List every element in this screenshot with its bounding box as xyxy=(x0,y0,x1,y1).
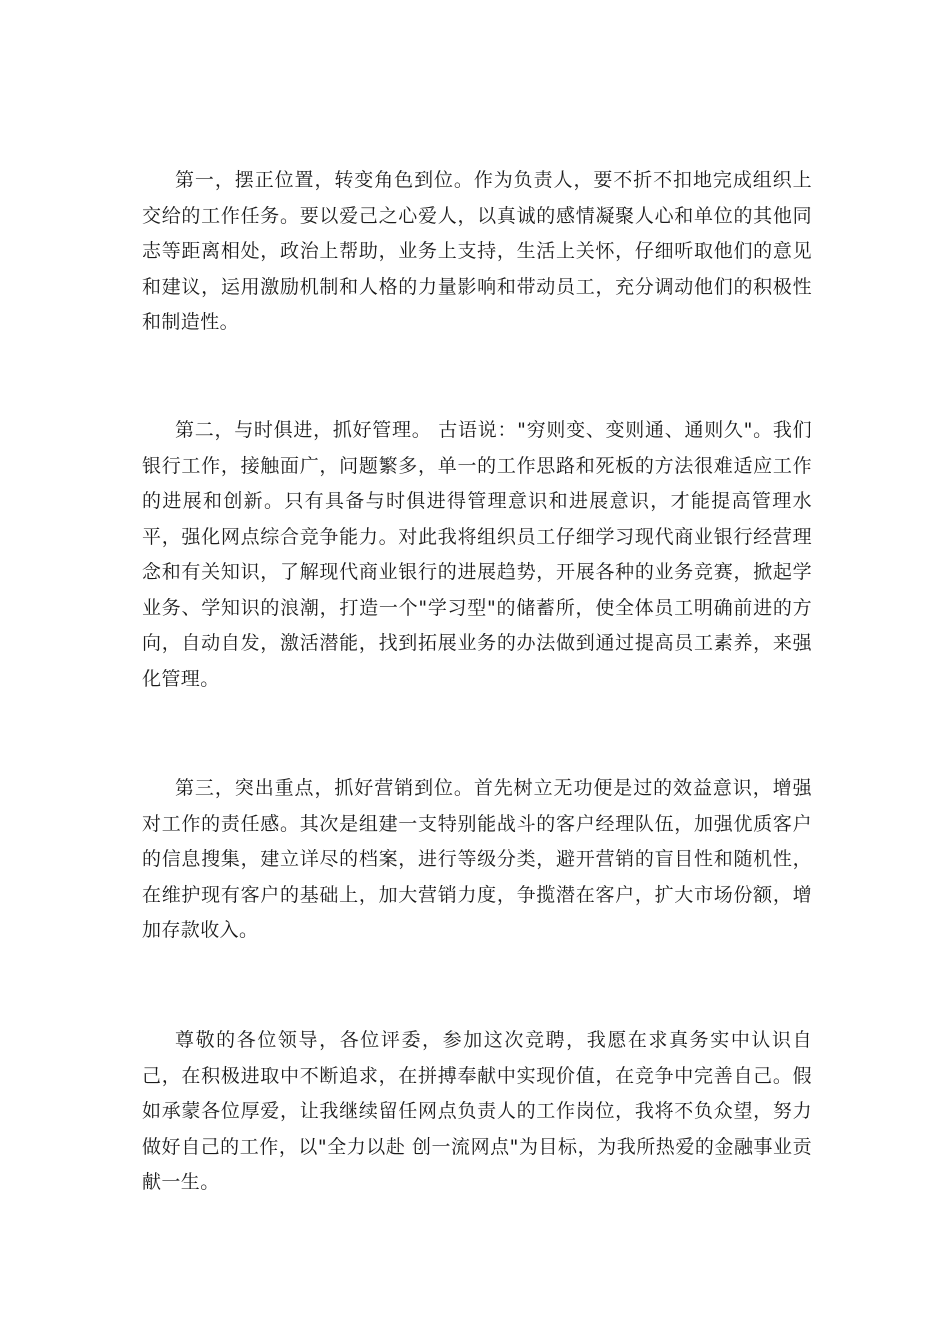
paragraph-second-point: 第二，与时俱进，抓好管理。 古语说："穷则变、变则通、通则久"。我们银行工作，接触面广，问题繁多，单一的工作思路和死板的方法很难适应工作的进展和创新。只有具备与时俱进得管理意识和进展意识，才能提高管理水平，强化网点综合竞争能力。对此我将组织员工仔细学习现代商业银行经营理念和有关知识，了解现代商业银行的进展趋势，开展各种的业务竞赛，掀起学业务、学知识的浪潮，打造一个"学习型"的储蓄所，使全体员工明确前进的方向，自动自发，激活潜能，找到拓展业务的办法做到通过提高员工素养，来强化管理。 xyxy=(142,419,812,690)
paragraph-first-point: 第一，摆正位置，转变角色到位。作为负责人，要不折不扣地完成组织上交给的工作任务。要以爱己之心爱人，以真诚的感情凝聚人心和单位的其他同志等距离相处，政治上帮助，业务上支持，生活上关怀，仔细听取他们的意见和建议，运用激励机制和人格的力量影响和带动员工，充分调动他们的积极性和制造性。 xyxy=(142,169,812,333)
paragraph-closing: 尊敬的各位领导，各位评委，参加这次竞聘，我愿在求真务实中认识自己，在积极进取中不断追求，在拼搏奉献中实现价值，在竞争中完善自己。假如承蒙各位厚爱，让我继续留任网点负责人的工作岗位，我将不负众望，努力做好自己的工作，以"全力以赴 创一流网点"为目标，为我所热爱的金融事业贡献一生。 xyxy=(142,1029,812,1193)
paragraph-third-point: 第三，突出重点，抓好营销到位。首先树立无功便是过的效益意识，增强对工作的责任感。其次是组建一支特别能战斗的客户经理队伍，加强优质客户的信息搜集，建立详尽的档案，进行等级分类，避开营销的盲目性和随机性，在维护现有客户的基础上，加大营销力度，争揽潜在客户，扩大市场份额，增加存款收入。 xyxy=(142,777,812,941)
